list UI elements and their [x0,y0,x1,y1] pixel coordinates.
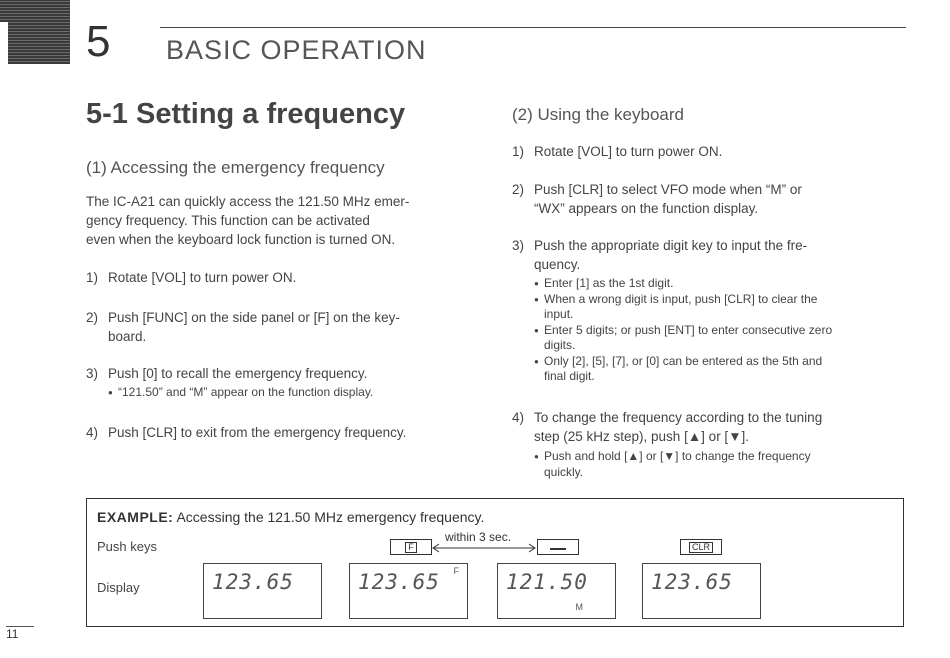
bullet-item [534,323,904,354]
example-text: Accessing the 121.50 MHz emergency frequency. [176,509,485,525]
left-subtitle: (1) Accessing the emergency frequency [86,158,385,177]
left-step-3 [86,364,367,383]
step-text: Push [CLR] to exit from the emergency frequency. [108,425,407,440]
intro-line: The IC-A21 can quickly access the 121.50 MHz emer- [86,194,410,209]
step-text: board. [108,329,147,344]
right-subtitle: (2) Using the keyboard [512,105,684,124]
lcd-value: 123.65 [358,570,440,594]
step-number: 4) [512,410,525,425]
lcd-value: 123.65 [651,570,733,594]
bullet-dot-icon: ● [534,325,539,335]
display-1 [203,563,322,619]
display-2 [349,563,468,619]
bullet-dot-icon: ● [534,356,539,366]
intro-line: gency frequency. This function can be activated [86,213,370,228]
step-text: To change the frequency according to the tuning [534,410,823,425]
bullet-text: “121.50” and “M” appear on the function display. [118,385,374,399]
step-number: 4) [86,425,99,440]
bullet-text: Push and hold [▲] or [▼] to change the frequency [544,449,811,463]
display-4 [642,563,761,619]
bullet-text: When a wrong digit is input, push [CLR] to clear the [544,291,818,306]
chapter-number: 5 [86,17,111,66]
chapter-tab-marker [0,0,70,64]
double-arrow-icon [430,543,538,553]
key-0-glyph [550,548,566,550]
left-step-2 [86,308,486,346]
left-step-4 [86,423,406,442]
bullet-text: final digit. [544,369,595,384]
push-keys-label: Push keys [97,539,157,554]
example-label: EXAMPLE: [97,509,174,525]
key-label: F [405,542,417,553]
step-number: 2) [512,182,525,197]
bullet-item [534,276,904,292]
step-text: Rotate [VOL] to turn power ON. [108,270,297,285]
right-step-3 [512,236,904,274]
step-number: 3) [512,238,525,253]
lcd-value: 121.50 [506,570,588,594]
lcd-value: 123.65 [212,570,294,594]
bullet-text: digits. [544,338,576,353]
lcd-indicator: M [575,602,583,612]
example-box [86,498,904,627]
step-text: step (25 kHz step), push [▲] or [▼]. [534,429,750,444]
chapter-title: BASIC OPERATION [166,35,427,65]
page-number: 11 [6,626,34,641]
lcd-indicator: F [453,566,459,576]
left-step-1 [86,268,296,287]
bullet-text: quickly. [544,464,584,479]
key-clr [680,539,722,555]
bullet-dot-icon: ● [534,294,539,304]
step-text: Rotate [VOL] to turn power ON. [534,144,723,159]
key-0 [537,539,579,555]
step-text: Push the appropriate digit key to input the fre- [534,238,808,253]
step-number: 1) [512,144,525,159]
display-label: Display [97,580,140,595]
header-rule [160,27,906,28]
bullet-dot-icon: ● [534,452,539,462]
left-step-3-bullet [108,385,373,401]
bullet-item [534,292,904,323]
step-text: “WX” appears on the function display. [534,201,759,216]
bullet-dot-icon: ● [108,388,113,398]
step-number: 2) [86,310,99,325]
right-step-4 [512,408,904,446]
right-step-3-bullets [534,276,904,385]
bullet-text: input. [544,307,574,322]
step-number: 1) [86,270,99,285]
example-title [97,509,484,525]
display-3 [497,563,616,619]
step-text: quency. [534,257,581,272]
step-number: 3) [86,366,99,381]
arrow-note: within 3 sec. [445,530,512,544]
step-text: Push [FUNC] on the side panel or [F] on the key- [108,310,400,325]
intro-paragraph [86,192,486,249]
bullet-text: Only [2], [5], [7], or [0] can be entered as the 5th and [544,353,823,368]
right-step-4-bullets [534,449,904,480]
bullet-text: Enter 5 digits; or push [ENT] to enter consecutive zero [544,322,833,337]
right-step-2 [512,180,904,218]
step-text: Push [CLR] to select VFO mode when “M” or [534,182,802,197]
bullet-dot-icon: ● [534,279,539,289]
bullet-item [534,449,904,480]
bullet-item [534,354,904,385]
key-f [390,539,432,555]
bullet-text: Enter [1] as the 1st digit. [544,276,674,290]
section-title: 5-1 Setting a frequency [86,98,406,130]
intro-line: even when the keyboard lock function is turned ON. [86,232,396,247]
right-step-1 [512,142,722,161]
key-label: CLR [689,542,713,553]
step-text: Push [0] to recall the emergency frequency. [108,366,368,381]
